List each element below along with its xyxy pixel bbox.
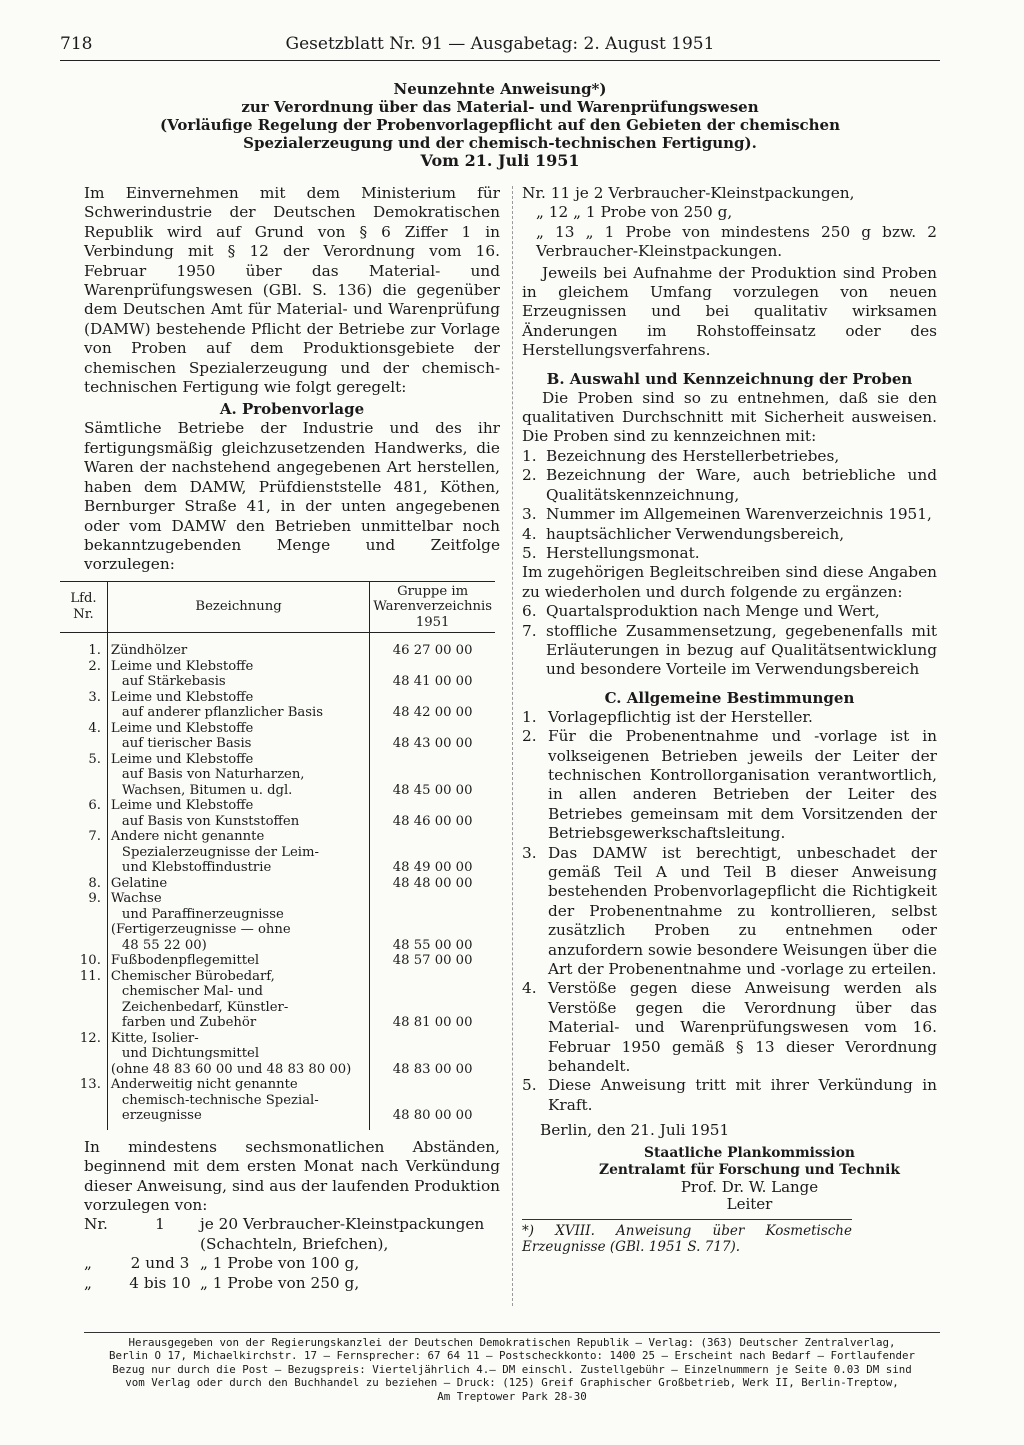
row-number: 6. <box>88 798 101 814</box>
row-description: Leime und Klebstoffe <box>107 690 369 706</box>
row-number: 11. <box>79 968 101 984</box>
table-row <box>60 845 495 861</box>
row-number: 4. <box>88 720 101 736</box>
quantity-cell: „ <box>84 1273 92 1292</box>
row-description: Chemischer Bürobedarf, <box>107 969 369 985</box>
row-description: chemisch-technische Spezial- <box>107 1093 369 1109</box>
row-group-code: 48 55 00 00 <box>392 937 473 953</box>
quantity-cell: 4 bis 10 <box>129 1273 191 1292</box>
quantity-cell: „ 1 Probe von 100 g, <box>200 1254 360 1273</box>
table-row <box>60 860 495 876</box>
row-description: auf anderer pflanzlicher Basis <box>107 705 369 721</box>
list-item-text: Bezeichnung der Ware, auch betriebliche und Qualitätskennzeichnung, <box>546 466 937 504</box>
running-head: Gesetzblatt Nr. 91 — Ausgabetag: 2. August 1951 <box>285 34 715 54</box>
row-group-code: 48 49 00 00 <box>392 860 473 876</box>
quantity-cell <box>120 1235 200 1254</box>
row-description: Wachse <box>107 891 369 907</box>
table-row <box>60 984 495 1000</box>
table-row <box>60 659 495 675</box>
row-number: 3. <box>88 689 101 705</box>
table-row <box>60 1062 495 1078</box>
list-item <box>522 447 937 466</box>
row-number: 7. <box>88 829 101 845</box>
list-item <box>522 505 937 524</box>
row-group-code: 48 81 00 00 <box>392 1015 473 1031</box>
row-group-code: 48 80 00 00 <box>392 1108 473 1124</box>
signature-org-2: Zentralamt für Forschung und Technik <box>599 1161 900 1178</box>
imprint-line: vom Verlag oder durch den Buchhandel zu beziehen — Druck: (125) Greif Graphischer Großbetrieb, Werk II, Berlin-Treptow, <box>125 1376 899 1390</box>
section-b-heading: B. Auswahl und Kennzeichnung der Proben <box>546 369 913 388</box>
list-b <box>522 447 937 563</box>
imprint <box>84 1332 940 1403</box>
title-block <box>60 80 940 170</box>
table-body <box>60 633 495 1130</box>
row-description: und Paraffinerzeugnisse <box>107 907 369 923</box>
list-item <box>522 525 937 544</box>
list-item-text: Das DAMW ist berechtigt, unbeschadet der gemäß Teil A und Teil B dieser Anweisung bestehenden Probenvorlagepflicht die Richtigkeit der Probenentnahme zu kontrollieren, selbst zusätzlich Proben zu entnehmen oder anzufordern sowie besondere Weisungen über die Art der Probenentnahme und -vorlage zu erteilen. <box>548 843 937 979</box>
row-description: und Klebstoffindustrie <box>107 860 369 876</box>
place-date: Berlin, den 21. Juli 1951 <box>540 1121 730 1140</box>
header-bezeichnung: Bezeichnung <box>107 581 369 633</box>
list-item-text: Herstellungsmonat. <box>546 543 700 562</box>
intro-paragraph: Im Einvernehmen mit dem Ministerium für Schwerindustrie der Deutschen Demokratischen Republik wird auf Grund von § 6 Ziffer 1 in Verbindung mit § 12 der Verordnung vom 16. Februar 1950 über das Material- und Warenprüfungswesen (GBl. S. 136) die gegenüber dem Deutschen Amt für Material- und Warenprüfung (DAMW) bestehende Pflicht der Betriebe zur Vorlage von Proben auf dem Produktionsgebiete der chemischen Spezialerzeugung und der chemisch-technischen Fertigung wie folgt geregelt: <box>84 184 500 397</box>
production-paragraph: Jeweils bei Aufnahme der Produktion sind Proben in gleichem Umfang vorzulegen von neuen Erzeugnissen und bei qualitativ wirksamen Änderungen im Rohstoffeinsatz oder des Herstellungsverfahrens. <box>522 263 937 360</box>
imprint-line: Herausgegeben von der Regierungskanzlei der Deutschen Demokratischen Republik — Verlag: (363) Deutscher Zentralverlag, <box>128 1336 896 1349</box>
header-gruppe: Gruppe im Warenverzeichnis 1951 <box>370 581 495 633</box>
sample-table-wrapper <box>60 581 500 1130</box>
quantity-cell: 2 und 3 <box>130 1254 190 1273</box>
row-description: auf Basis von Naturharzen, <box>107 767 369 783</box>
quantity-cell: Nr. <box>84 1215 108 1234</box>
table-row <box>60 752 495 768</box>
row-description: Zeichenbedarf, Künstler- <box>107 1000 369 1016</box>
table-row <box>60 783 495 799</box>
section-a-paragraph: Sämtliche Betriebe der Industrie und des ihr fertigungsmäßig gleichzusetzenden Handwerks, die Waren der nachstehend angegebenen Art herstellen, haben dem DAMW, Prüfdienststelle 481, Köthen, Bernburger Straße 41, in der unten angegebenen oder vom DAMW den Betrieben unmittelbar noch bekanntzugebenden Menge und Zeitfolge vorzulegen: <box>84 419 500 574</box>
list-item-number: 2. <box>522 727 537 746</box>
quantity-line <box>84 1254 500 1273</box>
table-row <box>60 1046 495 1062</box>
row-description: Gelatine <box>107 876 369 892</box>
row-description: Fußbodenpflegemittel <box>107 953 369 969</box>
quantity-cell: „ <box>84 1254 92 1273</box>
row-number: 8. <box>88 875 101 891</box>
table-row <box>60 953 495 969</box>
quantity-line <box>84 1235 500 1254</box>
title-date: Vom 21. Juli 1951 <box>420 151 580 170</box>
list-item-text: stoffliche Zusammensetzung, gegebenenfalls mit Erläuterungen in bezug auf Qualitätsentwicklung und besondere Vorteile im Verwendungsbereich <box>546 621 937 679</box>
row-number: 13. <box>79 1077 101 1093</box>
table-row <box>60 721 495 737</box>
list-item-number: 1. <box>522 446 537 465</box>
list-item <box>522 727 937 843</box>
list-item-number: 1. <box>522 707 537 726</box>
row-description: erzeugnisse <box>107 1108 369 1124</box>
list-c <box>522 708 937 1116</box>
row-description: Leime und Klebstoffe <box>107 721 369 737</box>
list-item-text: Vorlagepflichtig ist der Hersteller. <box>548 707 813 726</box>
row-number: 10. <box>79 953 101 969</box>
row-description: farben und Zubehör <box>107 1015 369 1031</box>
table-row <box>60 643 495 659</box>
list-item <box>522 622 937 680</box>
row-description: (Fertigerzeugnisse — ohne <box>107 922 369 938</box>
table-row <box>60 1108 495 1124</box>
table-row <box>60 705 495 721</box>
list-item <box>522 466 937 505</box>
table-row <box>60 876 495 892</box>
quantity-list-left <box>84 1215 500 1293</box>
list-item <box>522 979 937 1076</box>
list-item-text: Quartalsproduktion nach Menge und Wert, <box>546 602 880 621</box>
list-item-text: Bezeichnung des Herstellerbetriebes, <box>546 446 840 465</box>
footnote: *) XVIII. Anweisung über Kosmetische Erzeugnisse (GBl. 1951 S. 717). <box>522 1219 852 1255</box>
list-item-number: 3. <box>522 505 537 524</box>
left-column <box>70 184 500 1293</box>
row-group-code: 48 41 00 00 <box>392 674 473 690</box>
table-row <box>60 938 495 954</box>
row-number: 5. <box>88 751 101 767</box>
section-b-paragraph-2: Im zugehörigen Begleitschreiben sind diese Angaben zu wiederholen und durch folgende zu ergänzen: <box>522 563 937 601</box>
title-line-3: (Vorläufige Regelung der Probenvorlagepflicht auf den Gebieten der chemischen <box>159 116 841 134</box>
list-item-number: 4. <box>522 979 537 998</box>
list-item-text: Nummer im Allgemeinen Warenverzeichnis 1951, <box>546 505 932 524</box>
row-description: Andere nicht genannte <box>107 829 369 845</box>
list-item <box>522 1076 937 1115</box>
column-divider <box>512 186 513 1306</box>
table-header-row <box>60 581 495 633</box>
quantity-line <box>84 1274 500 1293</box>
list-item-text: Diese Anweisung tritt mit ihrer Verkündung in Kraft. <box>548 1076 937 1114</box>
section-a-heading: A. Probenvorlage <box>219 400 365 419</box>
table-row <box>60 922 495 938</box>
right-column <box>522 184 937 1255</box>
list-item-number: 6. <box>522 602 537 621</box>
table-row <box>60 1000 495 1016</box>
page-header <box>60 34 940 61</box>
title-line-4: Spezialerzeugung und der chemisch-technischen Fertigung). <box>243 134 757 152</box>
list-item-number: 5. <box>522 1076 537 1095</box>
imprint-line: Berlin O 17, Michaelkirchstr. 17 — Fernsprecher: 67 64 11 — Postscheckkonto: 1400 25 — Erscheint nach Bedarf — Fortlaufender <box>108 1349 916 1363</box>
quantity-cell: je 20 Verbraucher-Kleinstpackungen <box>200 1215 485 1234</box>
table-row <box>60 1031 495 1047</box>
list-item-number: 7. <box>522 621 537 640</box>
list-item-number: 5. <box>522 543 537 562</box>
table-row <box>60 814 495 830</box>
signature-org-1: Staatliche Plankommission <box>644 1144 855 1161</box>
row-group-code: 48 48 00 00 <box>392 875 473 891</box>
row-description: auf tierischer Basis <box>107 736 369 752</box>
list-item <box>522 544 937 563</box>
title-line-2: zur Verordnung über das Material- und Warenprüfungswesen <box>241 98 759 116</box>
row-number: 2. <box>88 658 101 674</box>
row-description: und Dichtungsmittel <box>107 1046 369 1062</box>
row-group-code: 48 45 00 00 <box>392 782 473 798</box>
signature-name: Prof. Dr. W. Lange <box>680 1177 819 1196</box>
table-row <box>60 891 495 907</box>
quantity-cell <box>84 1235 120 1254</box>
page-number: 718 <box>60 34 93 54</box>
table-row <box>60 1015 495 1031</box>
quantity-line-11: Nr. 11 je 2 Verbraucher-Kleinstpackungen, <box>522 184 855 202</box>
table-row <box>60 798 495 814</box>
table-row <box>60 767 495 783</box>
row-description: Spezialerzeugnisse der Leim- <box>107 845 369 861</box>
row-description: (ohne 48 83 60 00 und 48 83 80 00) <box>107 1062 369 1078</box>
row-description: Wachsen, Bitumen u. dgl. <box>107 783 369 799</box>
signature-title: Leiter <box>726 1194 773 1213</box>
row-number: 1. <box>88 643 101 659</box>
list-b2 <box>522 602 937 680</box>
section-b-paragraph: Die Proben sind so zu entnehmen, daß sie den qualitativen Durchschnitt mit Sicherheit ausweisen. Die Proben sind zu kennzeichnen mit: <box>522 388 937 446</box>
row-description: Anderweitig nicht genannte <box>107 1077 369 1093</box>
row-group-code: 46 27 00 00 <box>392 643 473 659</box>
row-number: 12. <box>79 1030 101 1046</box>
header-lfd-nr: Lfd. Nr. <box>60 581 107 633</box>
quantity-cell: 1 <box>155 1215 165 1234</box>
table-row <box>60 829 495 845</box>
sample-table <box>60 581 495 1130</box>
table-row <box>60 907 495 923</box>
row-description: Kitte, Isolier- <box>107 1031 369 1047</box>
row-description: auf Stärkebasis <box>107 674 369 690</box>
table-row <box>60 1093 495 1109</box>
imprint-line: Am Treptower Park 28-30 <box>437 1389 587 1403</box>
quantity-line-13: „ 13 „ 1 Probe von mindestens 250 g bzw. 2 Verbraucher-Kleinstpackungen. <box>536 222 937 261</box>
quantity-line <box>84 1215 500 1234</box>
table-row <box>60 969 495 985</box>
list-item-text: Für die Probenentnahme und -vorlage ist in volkseigenen Betrieben jeweils der Leiter der technischen Kontrollorganisation verantwortlich, in allen anderen Betrieben der Leiter des Betriebes gemeinsam mit dem Vorsitzenden der Betriebsgewerkschaftsleitung. <box>548 727 937 843</box>
section-c-heading: C. Allgemeine Bestimmungen <box>604 688 855 707</box>
list-item-number: 4. <box>522 524 537 543</box>
quantity-cell: (Schachteln, Briefchen), <box>200 1234 389 1253</box>
quantity-line-12: „ 12 „ 1 Probe von 250 g, <box>536 203 733 222</box>
table-row <box>60 690 495 706</box>
list-item-text: Verstöße gegen diese Anweisung werden als Verstöße gegen die Verordnung über das Material- und Warenprüfungswesen vom 16. Februar 1950 gemäß § 13 dieser Verordnung behandelt. <box>548 979 937 1076</box>
list-item-number: 3. <box>522 843 537 862</box>
list-item <box>522 708 937 727</box>
signature-block <box>522 1145 937 1213</box>
title-line-1: Neunzehnte Anweisung*) <box>393 80 607 98</box>
row-description: chemischer Mal- und <box>107 984 369 1000</box>
list-item-text: hauptsächlicher Verwendungsbereich, <box>546 524 845 543</box>
table-row <box>60 674 495 690</box>
row-group-code: 48 42 00 00 <box>392 705 473 721</box>
row-group-code: 48 83 00 00 <box>392 1061 473 1077</box>
row-number: 9. <box>88 891 101 907</box>
row-group-code: 48 46 00 00 <box>392 813 473 829</box>
row-description: Leime und Klebstoffe <box>107 659 369 675</box>
row-group-code: 48 57 00 00 <box>392 953 473 969</box>
row-description: auf Basis von Kunststoffen <box>107 814 369 830</box>
row-group-code: 48 43 00 00 <box>392 736 473 752</box>
list-item-number: 2. <box>522 466 537 485</box>
quantity-cell: „ 1 Probe von 250 g, <box>200 1273 360 1292</box>
row-description: Leime und Klebstoffe <box>107 752 369 768</box>
after-table-paragraph: In mindestens sechsmonatlichen Abständen, beginnend mit dem ersten Monat nach Verkündung dieser Anweisung, sind aus der laufenden Produktion vorzulegen von: <box>84 1137 500 1214</box>
list-item <box>522 844 937 980</box>
row-description: Zündhölzer <box>107 643 369 659</box>
list-item <box>522 602 937 621</box>
table-row <box>60 1077 495 1093</box>
row-description: Leime und Klebstoffe <box>107 798 369 814</box>
row-description: 48 55 22 00) <box>107 938 369 954</box>
imprint-line: Bezug nur durch die Post — Bezugspreis: Vierteljährlich 4.— DM einschl. Zustellgebühr — Einzelnummern je Seite 0.03 DM sind <box>112 1362 912 1376</box>
table-row <box>60 736 495 752</box>
